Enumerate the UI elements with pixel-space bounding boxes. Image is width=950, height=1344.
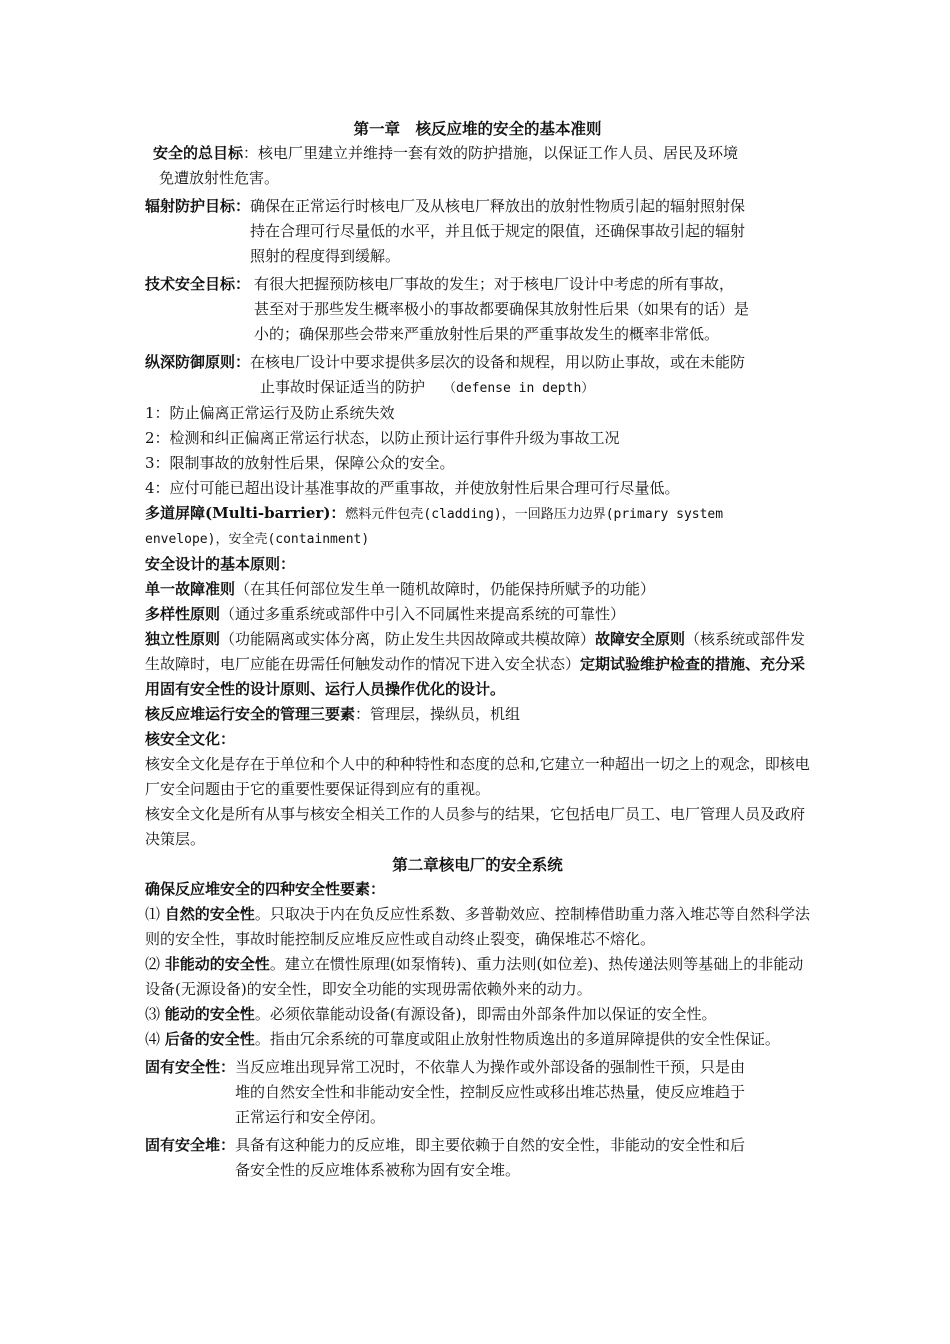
radiation-goal-body (250, 194, 810, 269)
safety-culture-title: 核安全文化： (145, 730, 236, 748)
technical-goal-body (250, 272, 810, 347)
defense-label: 纵深防御原则： (145, 353, 251, 371)
defense-level: 3：限制事故的放射性后果，保障公众的安全。 (145, 454, 455, 472)
inherent-reactor-body (235, 1133, 810, 1183)
inherent-reactor-line: 具备有这种能力的反应堆，即主要依赖于自然的安全性，非能动的安全性和后 (235, 1136, 746, 1154)
defense-line: 在核电厂设计中要求提供多层次的设备和规程，用以防止事故，或在未能防 (250, 353, 746, 371)
chapter1-title: 第一章 核反应堆的安全的基本准则 (353, 119, 602, 138)
safety-element-item: ⑴ 自然的安全性。只取决于内在负反应性系数、多普勒效应、控制棒借助重力落入堆芯等自然科学法则的安全性，事故时能控制反应堆反应性或自动终止裂变，确保堆芯不熔化。 (145, 905, 810, 948)
radiation-goal-line: 确保在正常运行时核电厂及从核电厂释放出的放射性物质引起的辐射照射保 (250, 197, 746, 215)
multi-barrier-text: 燃料元件包壳(cladding)，一回路压力边界(primary system (345, 507, 724, 522)
safety-culture-paragraph: 核安全文化是所有从事与核安全相关工作的人员参与的结果，它包括电厂员工、电厂管理人员及政府决策层。 (145, 805, 806, 848)
multi-barrier-text-2: envelope)，安全壳(containment) (145, 532, 370, 547)
inherent-safety-line: 正常运行和安全停闭。 (235, 1108, 386, 1126)
safety-element-item: ⑶ 能动的安全性。必须依靠能动设备(有源设备)，即需由外部条件加以保证的安全性。 (145, 1005, 717, 1023)
radiation-goal-label: 辐射防护目标： (145, 197, 251, 215)
document-content (145, 116, 810, 1183)
multi-barrier (145, 501, 810, 552)
general-goal-label: 安全的总目标 (153, 144, 244, 162)
technical-goal-line: 甚至对于那些发生概率极小的事故都要确保其放射性后果（如果有的话）是 (254, 300, 750, 318)
defense-body (250, 350, 810, 401)
general-goal-text: ：核电厂里建立并维持一套有效的防护措施，以保证工作人员、居民及环境 (243, 144, 739, 162)
radiation-goal-line: 照射的程度得到缓解。 (250, 247, 401, 265)
safety-culture-paragraph: 核安全文化是存在于单位和个人中的种种特性和态度的总和,它建立一种超出一切之上的观念，即核电厂安全问题由于它的重要性要保证得到应有的重视。 (145, 755, 810, 798)
defense-line: 止事故时保证适当的防护 （defense in depth） (260, 378, 595, 396)
technical-goal-line: 有很大把握预防核电厂事故的发生；对于核电厂设计中考虑的所有事故， (254, 275, 735, 293)
safety-element-item: ⑷ 后备的安全性。指由冗余系统的可靠度或阻止放射性物质逸出的多道屏障提供的安全性保证。 (145, 1030, 780, 1048)
inherent-safety-label: 固有安全性： (145, 1058, 236, 1076)
technical-goal (145, 272, 810, 347)
defense-level: 4：应付可能已超出设计基准事故的严重事故，并使放射性后果合理可行尽量低。 (145, 479, 680, 497)
inherent-reactor-line: 备安全性的反应堆体系被称为固有安全堆。 (235, 1161, 521, 1179)
safety-element-item: ⑵ 非能动的安全性。建立在惯性原理(如泵惰转)、重力法则(如位差)、热传递法则等基础上的非能动设备(无源设备)的安全性，即安全功能的实现毋需依赖外来的动力。 (145, 955, 804, 998)
design-principles-title: 安全设计的基本原则： (145, 555, 296, 573)
chapter2-title: 第二章核电厂的安全系统 (392, 855, 563, 874)
four-elements-title: 确保反应堆安全的四种安全性要素： (145, 880, 386, 898)
radiation-goal-line: 持在合理可行尽量低的水平，并且低于规定的限值，还确保事故引起的辐射 (250, 222, 746, 240)
inherent-safety-line: 堆的自然安全性和非能动安全性，控制反应性或移出堆芯热量，使反应堆趋于 (235, 1083, 746, 1101)
inherent-safety-line: 当反应堆出现异常工况时，不依靠人为操作或外部设备的强制性干预，只是由 (235, 1058, 746, 1076)
management-elements: 核反应堆运行安全的管理三要素：管理层，操纵员，机组 (145, 705, 521, 723)
defense-level: 1：防止偏离正常运行及防止系统失效 (145, 404, 395, 422)
inherent-safe-reactor (145, 1133, 810, 1183)
general-goal-text-2: 免遭放射性危害。 (159, 169, 280, 187)
defense-in-depth (145, 350, 810, 401)
inherent-safety (145, 1055, 810, 1130)
inherent-safety-body (235, 1055, 810, 1130)
radiation-goal (145, 194, 810, 269)
diversity-principle: 多样性原则（通过多重系统或部件中引入不同属性来提高系统的可靠性） (145, 605, 626, 623)
independence-principle: 独立性原则（功能隔离或实体分离，防止发生共因故障或共模故障）故障安全原则（核系统或部件发生故障时，电厂应能在毋需任何触发动作的情况下进入安全状态）定期试验维护检查的措施、充分采用固有安全性的设计原则、运行人员操作优化的设计。 (145, 630, 806, 698)
defense-level: 2：检测和纠正偏离正常运行状态，以防止预计运行事件升级为事故工况 (145, 429, 620, 447)
technical-goal-line: 小的；确保那些会带来严重放射性后果的严重事故发生的概率非常低。 (254, 325, 720, 343)
general-goal (145, 141, 810, 191)
single-failure-criterion: 单一故障准则（在其任何部位发生单一随机故障时，仍能保持所赋予的功能） (145, 580, 656, 598)
inherent-reactor-label: 固有安全堆： (145, 1136, 236, 1154)
technical-goal-label: 技术安全目标： (145, 275, 251, 293)
multi-barrier-label: 多道屏障(Multi-barrier)： (145, 504, 346, 522)
